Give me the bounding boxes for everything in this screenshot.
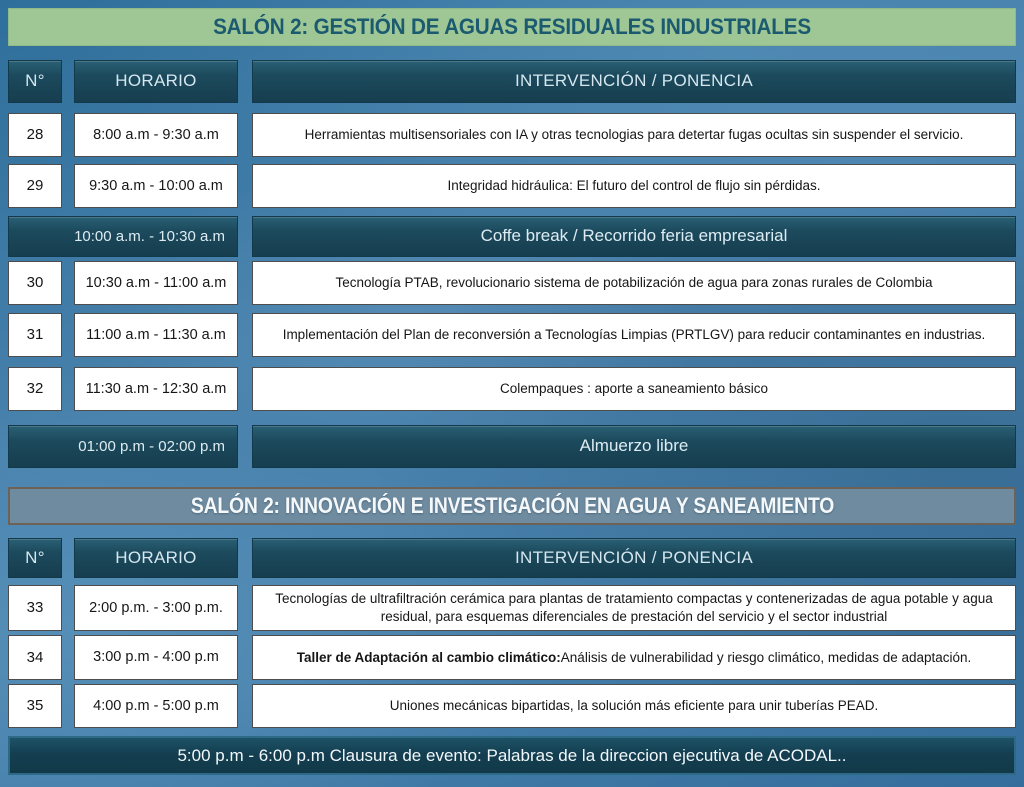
break-title-cell: Almuerzo libre xyxy=(252,425,1016,468)
column-header-talk: INTERVENCIÓN / PONENCIA xyxy=(252,60,1016,103)
row-number-cell: 32 xyxy=(8,367,62,411)
table-row xyxy=(8,684,1016,728)
row-number-cell: 28 xyxy=(8,113,62,157)
row-number-cell: 34 xyxy=(8,635,62,680)
row-time-cell: 8:00 a.m - 9:30 a.m xyxy=(74,113,238,157)
row-title-rest: Análisis de vulnerabilidad y riesgo climático, medidas de adaptación. xyxy=(560,649,972,665)
row-title-cell xyxy=(252,635,1016,680)
row-number-cell: 35 xyxy=(8,684,62,728)
row-title-cell: Implementación del Plan de reconversión a Tecnologías Limpias (PRTLGV) para reducir contaminantes en industrias. xyxy=(252,313,1016,357)
break-row-coffee xyxy=(8,216,1016,257)
row-time-cell: 10:30 a.m - 11:00 a.m xyxy=(74,261,238,305)
table-row xyxy=(8,585,1016,631)
row-time-cell: 3:00 p.m - 4:00 p.m xyxy=(74,635,238,680)
column-header-number: N° xyxy=(8,538,62,578)
section1-header-row xyxy=(8,60,1016,103)
table-row xyxy=(8,367,1016,411)
row-title-cell: Herramientas multisensoriales con IA y otras tecnologias para detertar fugas ocultas sin suspender el servicio. xyxy=(252,113,1016,157)
row-time-cell: 11:30 a.m - 12:30 a.m xyxy=(74,367,238,411)
row-number-cell: 31 xyxy=(8,313,62,357)
table-row xyxy=(8,313,1016,357)
section2-header-row xyxy=(8,538,1016,578)
table-row xyxy=(8,113,1016,157)
row-time-cell: 11:00 a.m - 11:30 a.m xyxy=(74,313,238,357)
row-title-cell: Uniones mecánicas bipartidas, la solución más eficiente para unir tuberías PEAD. xyxy=(252,684,1016,728)
column-header-number: N° xyxy=(8,60,62,103)
row-number-cell: 30 xyxy=(8,261,62,305)
table-row xyxy=(8,164,1016,208)
table-row xyxy=(8,635,1016,680)
row-time-cell: 4:00 p.m - 5:00 p.m xyxy=(74,684,238,728)
break-title-cell: Coffe break / Recorrido feria empresarial xyxy=(252,216,1016,257)
column-header-talk: INTERVENCIÓN / PONENCIA xyxy=(252,538,1016,578)
section2-banner xyxy=(8,487,1016,525)
row-title-cell: Integridad hidráulica: El futuro del control de flujo sin pérdidas. xyxy=(252,164,1016,208)
section1-banner xyxy=(8,8,1016,46)
closing-bar xyxy=(8,736,1016,775)
row-title-bold-lead: Taller de Adaptación al cambio climático: xyxy=(296,649,561,665)
table-row xyxy=(8,261,1016,305)
row-time-cell: 9:30 a.m - 10:00 a.m xyxy=(74,164,238,208)
section2-banner-title: SALÓN 2: INNOVACIÓN E INVESTIGACIÓN EN AGUA Y SANEAMIENTO xyxy=(190,493,834,518)
row-number-cell: 33 xyxy=(8,585,62,631)
column-header-schedule: HORARIO xyxy=(74,538,238,578)
break-time-cell: 10:00 a.m. - 10:30 a.m xyxy=(8,216,238,257)
row-title-cell: Tecnología PTAB, revolucionario sistema de potabilización de agua para zonas rurales de Colombia xyxy=(252,261,1016,305)
break-time-cell: 01:00 p.m - 02:00 p.m xyxy=(8,425,238,468)
column-header-schedule: HORARIO xyxy=(74,60,238,103)
row-title-cell: Tecnologías de ultrafiltración cerámica para plantas de tratamiento compactas y contenerizadas de agua potable y agua residual, para esquemas diferenciales de prestación del servicio y el sector industrial xyxy=(252,585,1016,631)
section1-banner-title: SALÓN 2: GESTIÓN DE AGUAS RESIDUALES INDUSTRIALES xyxy=(213,14,811,39)
closing-bar-text: 5:00 p.m - 6:00 p.m Clausura de evento: Palabras de la direccion ejecutiva de ACODAL.. xyxy=(177,745,847,765)
row-number-cell: 29 xyxy=(8,164,62,208)
row-time-cell: 2:00 p.m. - 3:00 p.m. xyxy=(74,585,238,631)
row-title-cell: Colempaques : aporte a saneamiento básico xyxy=(252,367,1016,411)
break-row-lunch xyxy=(8,425,1016,468)
